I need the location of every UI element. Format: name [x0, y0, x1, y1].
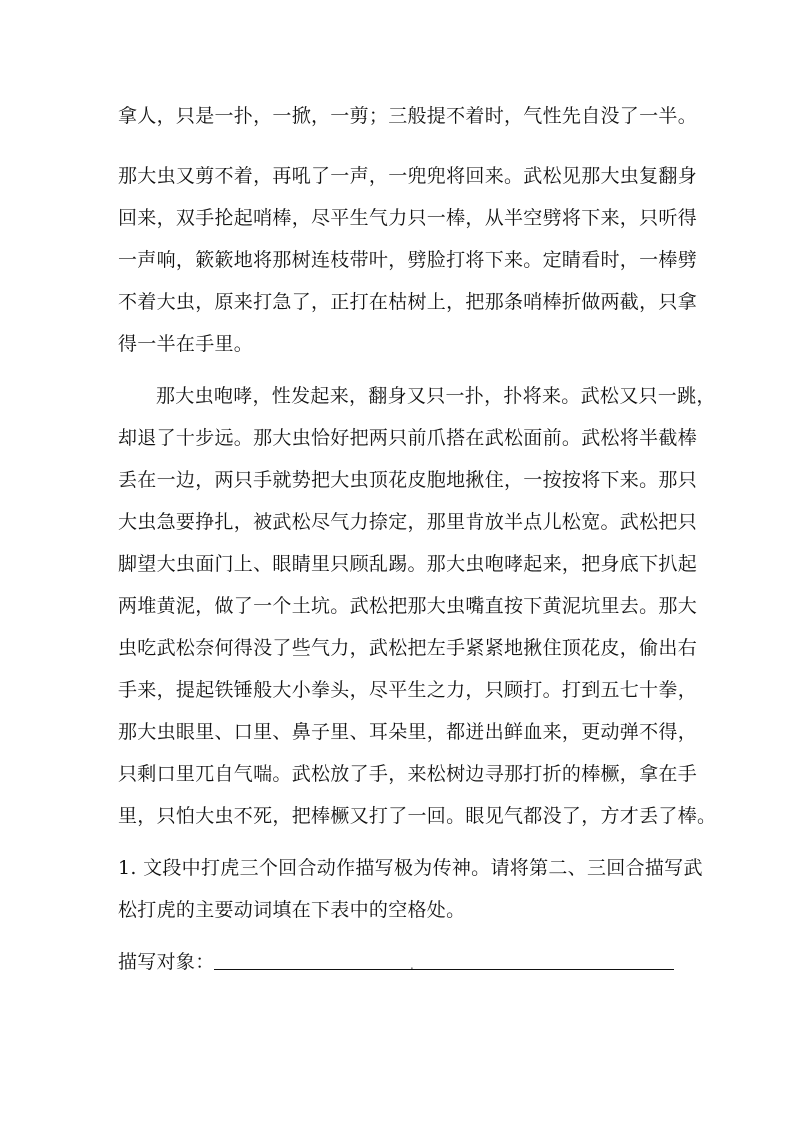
passage-line-12: 两堆黄泥，做了一个土坑。武松把那大虫嘴直按下黄泥坑里去。那大	[118, 595, 698, 617]
passage-line-13: 虫吃武松奈何得没了些气力，武松把左手紧紧地揪住顶花皮，偷出右	[118, 637, 698, 659]
blank-mark: .	[410, 958, 414, 972]
field-label: 描写对象：	[118, 951, 215, 973]
passage-line-4: 一声响，簌簌地将那树连枝带叶，劈脸打将下来。定睛看时，一棒劈	[118, 249, 698, 271]
question-line-1: 1. 文段中打虎三个回合动作描写极为传神。请将第二、三回合描写武	[118, 857, 703, 879]
passage-line-17: 里，只怕大虫不死，把棒橛又打了一回。眼见气都没了，方才丢了棒。	[118, 805, 717, 827]
passage-line-15: 那大虫眼里、口里、鼻子里、耳朵里，都迸出鲜血来，更动弹不得，	[118, 721, 698, 743]
passage-line-9: 丢在一边，两只手就势把大虫顶花皮胞地揪住，一按按将下来。那只	[118, 469, 698, 491]
passage-line-1: 拿人，只是一扑，一掀，一剪；三般提不着时，气性先自没了一半。	[118, 105, 698, 127]
question-line-2: 松打虎的主要动词填在下表中的空格处。	[118, 899, 466, 921]
passage-line-10: 大虫急要挣扎，被武松尽气力捺定，那里肯放半点儿松宽。武松把只	[118, 511, 698, 533]
passage-line-14: 手来，提起铁锤般大小拳头，尽平生之力，只顾打。打到五七十拳，	[118, 679, 698, 701]
passage-line-7: 那大虫咆哮，性发起来，翻身又只一扑，扑将来。武松又只一跳，	[156, 385, 716, 407]
passage-line-5: 不着大虫，原来打急了，正打在枯树上，把那条哨棒折做两截，只拿	[118, 291, 698, 313]
passage-line-11: 脚望大虫面门上、眼睛里只顾乱踢。那大虫咆哮起来，把身底下扒起	[118, 553, 698, 575]
passage-line-8: 却退了十步远。那大虫恰好把两只前爪搭在武松面前。武松将半截棒	[118, 427, 698, 449]
answer-blank[interactable]	[214, 969, 674, 970]
passage-line-16: 只剩口里兀自气喘。武松放了手，来松树边寻那打折的棒橛，拿在手	[118, 763, 698, 785]
passage-line-6: 得一半在手里。	[118, 333, 254, 355]
passage-line-3: 回来，双手抡起哨棒，尽平生气力只一棒，从半空劈将下来，只听得	[118, 207, 698, 229]
passage-line-2: 那大虫又剪不着，再吼了一声，一兜兜将回来。武松见那大虫复翻身	[118, 165, 698, 187]
